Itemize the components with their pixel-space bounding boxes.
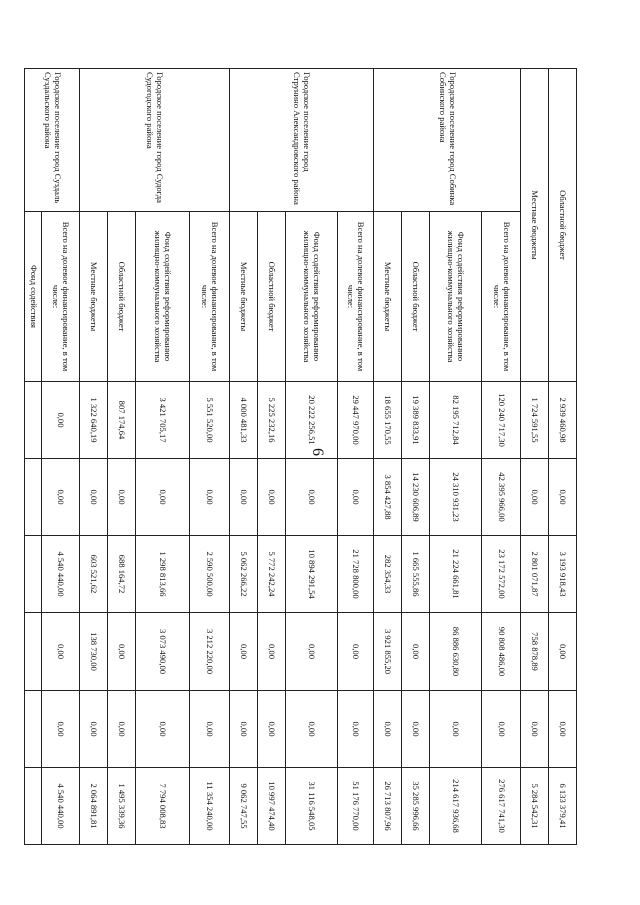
municipality-cell: Городское поселение город Судогда Судогодского района [80, 69, 230, 212]
cell-value: 3 854 427,88 [374, 459, 402, 536]
cell-value: 0,00 [230, 613, 258, 691]
cell-value: 4 540 440,00 [42, 536, 80, 613]
table-row [42, 69, 80, 845]
cell-value: 0,00 [402, 613, 430, 691]
cell-value: 23 172 572,00 [482, 536, 521, 613]
cell-value: 0,00 [42, 459, 80, 536]
row-label: Фонд содействия [25, 212, 42, 382]
cell-value: 688 164,72 [108, 536, 136, 613]
cell-value: 0,00 [230, 459, 258, 536]
cell-value: 3 921 855,20 [374, 613, 402, 691]
cell-value: 1 665 555,86 [402, 536, 430, 613]
row-label: Всего на долевое финансирование, в том числе: [190, 212, 230, 382]
cell-value: 0,00 [482, 691, 521, 768]
cell-value: 31 116 548,05 [286, 768, 338, 845]
cell-value: 7 794 008,83 [136, 768, 190, 845]
table-row [482, 69, 521, 845]
budget-table [24, 68, 577, 845]
cell-value: 5 062 266,22 [230, 536, 258, 613]
cell-value [25, 459, 42, 536]
cell-value: 138 730,00 [80, 613, 108, 691]
cell-value: 0,00 [286, 613, 338, 691]
rotated-table-container [28, 68, 577, 844]
cell-value: 0,00 [549, 613, 577, 691]
cell-value: 20 222 256,51 [286, 382, 338, 459]
cell-value: 10 894 291,54 [286, 536, 338, 613]
cell-value: 0,00 [521, 691, 549, 768]
row-label: Фонд содействия реформированию жилищно-коммунального хозяйства [136, 212, 190, 382]
row-label: Областной бюджет [108, 212, 136, 382]
cell-value: 0,00 [108, 459, 136, 536]
cell-value: 758 878,89 [521, 613, 549, 691]
cell-value: 0,00 [374, 691, 402, 768]
cell-value: 0,00 [402, 691, 430, 768]
cell-value: 0,00 [136, 691, 190, 768]
cell-value [25, 536, 42, 613]
cell-value: 214 617 936,68 [430, 768, 482, 845]
cell-value: 0,00 [42, 382, 80, 459]
municipality-cell: Городское поселение город Суздаль Суздальского района [25, 69, 80, 212]
cell-value: 1 298 813,66 [136, 536, 190, 613]
cell-value: 11 354 240,00 [190, 768, 230, 845]
cell-value: 2 801 071,87 [521, 536, 549, 613]
table-row [190, 69, 230, 845]
cell-value: 0,00 [258, 459, 286, 536]
page-number: 6 [309, 448, 326, 456]
cell-value [25, 691, 42, 768]
cell-value [25, 613, 42, 691]
row-label: Местные бюджеты [230, 212, 258, 382]
cell-value: 14 230 606,89 [402, 459, 430, 536]
cell-value: 10 997 474,40 [258, 768, 286, 845]
row-label: Всего на долевое финансирование, в том числе: [338, 212, 374, 382]
cell-value: 0,00 [80, 459, 108, 536]
cell-value: 0,00 [549, 691, 577, 768]
cell-value: 21 728 800,00 [338, 536, 374, 613]
cell-value: 0,00 [42, 691, 80, 768]
cell-value: 0,00 [80, 691, 108, 768]
cell-value: 1 495 339,36 [108, 768, 136, 845]
cell-value: 29 447 970,00 [338, 382, 374, 459]
cell-value: 5 772 242,24 [258, 536, 286, 613]
cell-value [25, 768, 42, 845]
cell-value: 2 064 891,81 [80, 768, 108, 845]
row-label: Местные бюджеты [80, 212, 108, 382]
table-row [338, 69, 374, 845]
cell-value: 0,00 [190, 459, 230, 536]
table-row [521, 69, 549, 845]
cell-value: 807 174,64 [108, 382, 136, 459]
cell-value: 4 000 481,33 [230, 382, 258, 459]
cell-value: 19 389 833,91 [402, 382, 430, 459]
cell-value: 276 617 741,30 [482, 768, 521, 845]
cell-value: 18 655 170,55 [374, 382, 402, 459]
cell-value: 0,00 [190, 691, 230, 768]
row-label: Всего на долевое финансирование, в том числе: [42, 212, 80, 382]
cell-value: 0,00 [108, 613, 136, 691]
cell-value: 6 133 379,41 [549, 768, 577, 845]
cell-value: 5 284 542,31 [521, 768, 549, 845]
cell-value: 0,00 [549, 459, 577, 536]
cell-value: 282 354,33 [374, 536, 402, 613]
cell-value: 5 225 232,16 [258, 382, 286, 459]
cell-value: 3 193 918,43 [549, 536, 577, 613]
cell-value: 2 939 460,98 [549, 382, 577, 459]
cell-value: 21 224 661,81 [430, 536, 482, 613]
row-label: Фонд содействия реформированию жилищно-коммунального хозяйства [286, 212, 338, 382]
cell-value: 603 521,62 [80, 536, 108, 613]
cell-value: 1 322 640,19 [80, 382, 108, 459]
cell-value: 26 713 807,96 [374, 768, 402, 845]
cell-value: 1 724 591,55 [521, 382, 549, 459]
row-label: Местные бюджеты [521, 69, 549, 382]
cell-value: 42 395 966,00 [482, 459, 521, 536]
cell-value: 35 285 996,66 [402, 768, 430, 845]
cell-value: 86 886 630,80 [430, 613, 482, 691]
cell-value: 3 073 490,00 [136, 613, 190, 691]
cell-value: 0,00 [338, 691, 374, 768]
row-label: Местные бюджеты [374, 212, 402, 382]
cell-value: 2 590 500,00 [190, 536, 230, 613]
municipality-cell: Городское поселение город Собинка Собинского района [374, 69, 521, 212]
row-label: Областной бюджет [258, 212, 286, 382]
cell-value: 0,00 [286, 459, 338, 536]
row-label: Областной бюджет [549, 69, 577, 382]
cell-value: 24 310 931,23 [430, 459, 482, 536]
cell-value: 3 212 220,00 [190, 613, 230, 691]
row-label: Областной бюджет [402, 212, 430, 382]
cell-value: 0,00 [108, 691, 136, 768]
cell-value: 0,00 [258, 691, 286, 768]
cell-value [25, 382, 42, 459]
cell-value: 0,00 [42, 613, 80, 691]
cell-value: 0,00 [521, 459, 549, 536]
cell-value: 0,00 [136, 459, 190, 536]
cell-value: 0,00 [286, 691, 338, 768]
row-label: Всего на долевое финансирование, в том числе: [482, 212, 521, 382]
cell-value: 82 195 712,84 [430, 382, 482, 459]
cell-value: 5 551 520,00 [190, 382, 230, 459]
cell-value: 0,00 [430, 691, 482, 768]
cell-value: 120 240 717,30 [482, 382, 521, 459]
row-label: Фонд содействия реформированию жилищно-коммунального хозяйства [430, 212, 482, 382]
cell-value: 4 540 440,00 [42, 768, 80, 845]
cell-value: 0,00 [230, 691, 258, 768]
cell-value: 51 176 770,00 [338, 768, 374, 845]
table-row [549, 69, 577, 845]
municipality-cell: Городское поселение город Струнино Александровского района [230, 69, 374, 212]
cell-value: 0,00 [258, 613, 286, 691]
cell-value: 0,00 [338, 459, 374, 536]
table-frame [28, 68, 577, 844]
cell-value: 3 421 705,17 [136, 382, 190, 459]
cell-value: 9 062 747,55 [230, 768, 258, 845]
cell-value: 90 808 486,00 [482, 613, 521, 691]
cell-value: 0,00 [338, 613, 374, 691]
